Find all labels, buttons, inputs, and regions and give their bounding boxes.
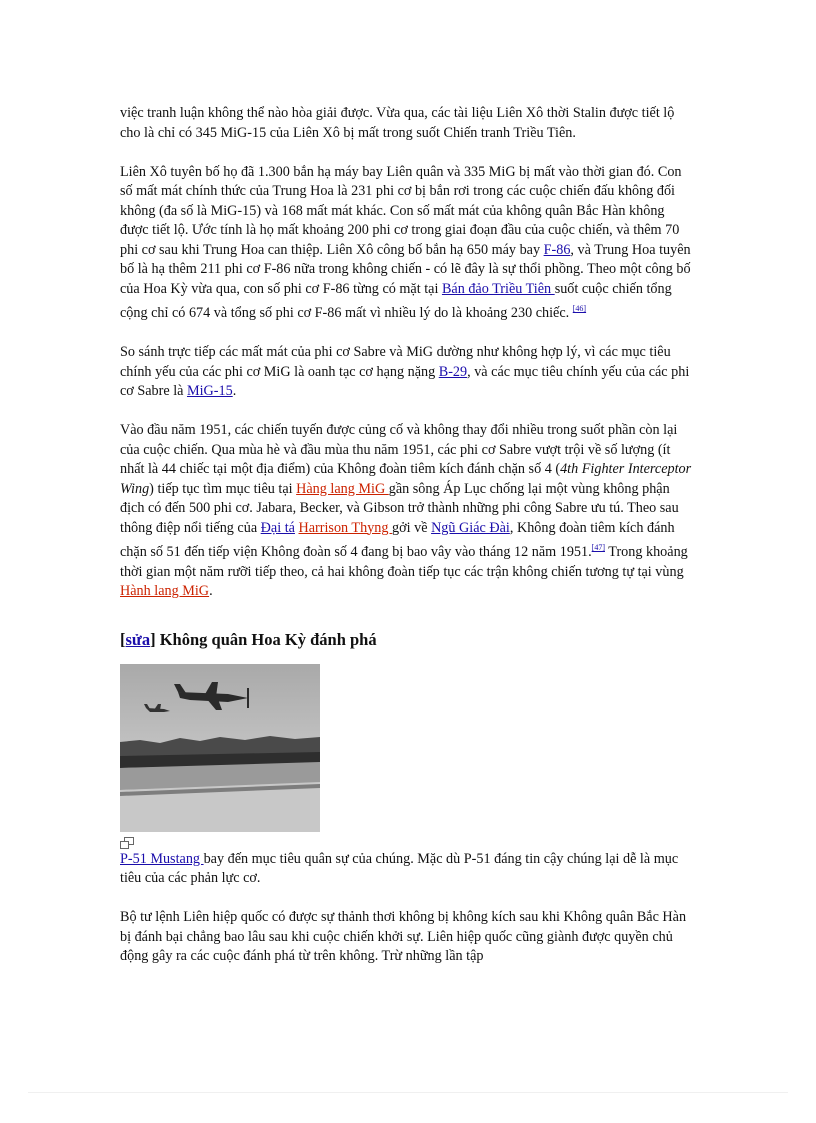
- link-colonel[interactable]: Đại tá: [260, 519, 295, 536]
- paragraph-1: việc tranh luận không thể nào hòa giải được. Vừa qua, các tài liệu Liên Xô thời Stalin được tiết lộ cho là chỉ có 345 MiG-15 của Liên Xô bị mất trong suốt Chiến tranh Triều Tiên.: [120, 105, 675, 141]
- page-bottom-divider: [28, 1092, 788, 1093]
- link-b29[interactable]: B-29: [438, 363, 468, 380]
- reference-47[interactable]: [47]: [591, 543, 605, 552]
- link-mig-alley[interactable]: Hàng lang MiG: [296, 480, 389, 497]
- wing-name-italic: 4th Fighter Interceptor Wing: [120, 461, 692, 497]
- article-body: [120, 104, 694, 967]
- link-korean-peninsula[interactable]: Bán đảo Triều Tiên: [441, 280, 555, 297]
- edit-section-link[interactable]: sửa: [125, 629, 151, 649]
- paragraph-2: Liên Xô tuyên bố họ đã 1.300 bắn hạ máy bay Liên quân và 335 MiG bị mất vào thời gian đó. Con số mất mát chính thức của Trung Hoa là 231 phi cơ bị bắn rơi trong các cuộc chiến đấu không đối không (đa số là MiG-15) và 168 mất mát khác. Con số mất mát của không quân Bắc Hàn không được tiết lộ. Ước tính là họ mất khoảng 200 phi cơ trong giai đoạn đầu của cuộc chiến, và thêm 70 phi cơ sau khi Trung Hoa can thiệp. Liên Xô công bố bắn hạ 650 máy bay F-86, và Trung Hoa tuyên bố là hạ thêm 211 phi cơ F-86 nữa trong không chiến - có lẽ đây là sự thổi phồng. Theo một công bố của Hoa Kỳ vừa qua, con số phi cơ F-86 từng có mặt tại Bán đảo Triều Tiên suốt cuộc chiến tổng cộng chỉ có 674 và tổng số phi cơ F-86 mất vì nhiều lý do là khoảng 230 chiếc. [46]: [120, 163, 691, 321]
- photo-graphic: [120, 664, 320, 832]
- link-mig-corridor[interactable]: Hành lang MiG: [120, 583, 210, 599]
- magnify-enlarge-icon[interactable]: [120, 836, 136, 850]
- link-f86[interactable]: F-86: [543, 241, 571, 258]
- paragraph-5: Bộ tư lệnh Liên hiệp quốc có được sự thảnh thơi không bị không kích sau khi Không quân Bắc Hàn bị đánh bại chẳng bao lâu sau khi cuộc chiến khởi sự. Liên hiệp quốc cũng giành được quyền chủ động gây ra các cuộc đánh phá từ trên không. Trừ những lần tập: [120, 909, 687, 964]
- link-harrison-thyng[interactable]: Harrison Thyng: [298, 519, 393, 536]
- link-mig15[interactable]: MiG-15: [186, 383, 233, 399]
- section-heading: [sửa] Không quân Hoa Kỳ đánh phá: [120, 629, 377, 649]
- paragraph-3: So sánh trực tiếp các mất mát của phi cơ Sabre và MiG dường như không hợp lý, vì các mục tiêu chính yếu của các phi cơ MiG là oanh tạc cơ hạng nặng B-29, và các mục tiêu chính yếu của các phi cơ Sabre là MiG-15.: [120, 344, 690, 399]
- figure-caption: P-51 Mustang bay đến mục tiêu quân sự của chúng. Mặc dù P-51 đáng tin cậy chúng lại dễ là mục tiêu của các phản lực cơ.: [120, 850, 679, 886]
- link-p51-mustang[interactable]: P-51 Mustang: [120, 850, 204, 867]
- paragraph-4: Vào đầu năm 1951, các chiến tuyến được củng cố và không thay đổi nhiều trong suốt phần còn lại của cuộc chiến. Qua mùa hè và đầu mùa thu năm 1951, các phi cơ Sabre vượt trội về số lượng (ít nhất là 44 chiếc tại một địa điểm) của Không đoàn tiêm kích đánh chặn số 4 (4th Fighter Interceptor Wing) tiếp tục tìm mục tiêu tại Hàng lang MiG gần sông Áp Lục chống lại một vùng không phận địch có đến 500 phi cơ. Jabara, Becker, và Gibson trở thành những phi công Sabre ưu tú. Theo sau thông điệp nổi tiếng của Đại tá Harrison Thyng gởi về Ngũ Giác Đài, Không đoàn tiêm kích đánh chặn số 51 đến tiếp viện Không đoàn số 4 đang bị bao vây vào tháng 12 năm 1951.[47] Trong khoảng thời gian một năm rưỡi tiếp theo, cả hai không đoàn tiếp tục các trận không chiến tương tự tại vùng Hành lang MiG.: [120, 422, 692, 599]
- link-pentagon[interactable]: Ngũ Giác Đài: [431, 519, 510, 536]
- p51-mustang-photo[interactable]: [120, 664, 320, 832]
- reference-46[interactable]: [46]: [572, 304, 587, 313]
